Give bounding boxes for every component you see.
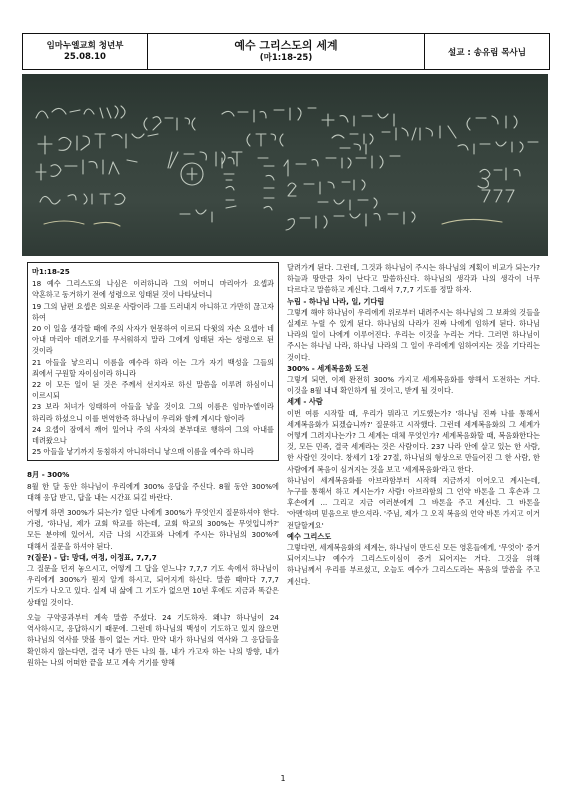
paragraph: 그렇게 해야 하나님이 우리에게 위로부터 내려주시는 하나님의 그 보좌의 것들을 실제로 누릴 수 있게 된다. 하나님의 나라가 진짜 나에게 임하게 된다. 하나님 나라의 일이 나에게 이루어진다. 우리는 이것을 누리는 거다. 그러면 하나님이 주시는 하나님 나라, 하나님 나라의 그 일이 우리에게 임하여지는 것을 기다리는 것이다. — [287, 307, 540, 362]
header-title-cell — [148, 34, 425, 69]
page-number: 1 — [280, 774, 286, 783]
church-name: 임마누엘교회 청년부 — [46, 40, 124, 51]
paragraph: 이번 여름 시작할 때, 우리가 뭐라고 기도했는가? '하나님 진짜 나를 통해서 세계복음화가 되겠습니까?' 질문하고 시작했다. 그런데 세계복음화의 그 세계가 어떻게 그려지나는가? 그 세계는 대체 무엇인가? 세계복음화할 때, 복음화한다는 것, 모든 민족, 결국 세계라는 것은 사람이다. 237 나라 안에 살고 있는 한 사람, 한 사람인 것이다. 창세기 1장 27절, 하나님의 형상으로 만들어진 그 한 사람, 한 사람에게 복음이 심겨지는 것을 보고 '세계복음화'라고 한다. — [287, 408, 540, 474]
left-column — [27, 262, 279, 668]
scripture-verse-19: 19 그의 남편 요셉은 의로운 사람이라 그를 드러내지 아니하고 가만히 끊고자 하여 — [32, 301, 274, 322]
chalkboard-photo — [22, 74, 548, 256]
right-column — [287, 262, 540, 587]
scripture-verse-18: 18 예수 그리스도의 나심은 이러하니라 그의 어머니 마리아가 요셉과 약혼하고 동거하기 전에 성령으로 잉태된 것이 나타났더니 — [32, 279, 274, 300]
section-heading: 8月 - 300% — [27, 470, 70, 480]
paragraph: 오늘 구약공과부터 계속 말씀 주셨다. 24 기도하자. 왜냐? 하나님이 24 역사하시고, 응답하시기 때문에. 그런데 하나님의 백성이 기도하고 있지 않으면 하나님의 역사를 맛볼 틈이 없는 거다. 만약 내가 하나님의 역사와 그 응답들을 확인하지 않는다면, 결국 내가 만든 나의 틀, 내가 가고자 하는 나의 방향, 내가 원하는 나의 어떠한 끝을 보고 계속 거기를 향해 — [27, 612, 279, 667]
section-heading: ?(질문) - 답: 망대, 여정, 이정표, 7,7,7 — [27, 552, 157, 562]
paragraph: 하나님이 세계복음화를 아브라함부터 시작해 지금까지 이어오고 계시는데, 누구를 통해서 하고 계시는가? 사람! 아브라함의 그 언약 바톤을 그 후손과 그 후손에게 ... 그리고 지금 여러분에게 그 바톤을 주고 계신다. 그 바톤을 '아멘'하며 믿음으로 받으셔라. '주님, 제가 그 오직 복음의 언약 바톤 가지고 이거 전달할게요' — [287, 475, 540, 530]
paragraph: 그렇게 되면, 이제 완전히 300% 가지고 세계복음화를 향해서 도전하는 거다. 이것을 8월 내내 확인하게 될 것이고, 받게 될 것이다. — [287, 375, 540, 396]
section-heading: 누림 - 하나님 나라, 일, 기다림 — [287, 296, 385, 306]
scripture-verse-22: 22 이 모든 일이 된 것은 주께서 선지자로 하신 말씀을 이루려 하심이니 이르시되 — [32, 380, 274, 401]
paragraph: 8월 한 달 동안 하나님이 우리에게 300% 응답을 주신다. 8월 동안 300%에 대해 응답 받고, 답을 내는 시간표 되길 바란다. — [27, 481, 279, 502]
paragraph: 그 질문을 던져 놓으시고, 어떻게 그 답을 얻느냐? 7,7,7 기도 속에서 하나님이 우리에게 300%가 뭔지 알게 하시고, 되어지게 하신다. 말씀 때마다 7,7,7 기도가 나오고 있다. 실제 내 삶에 그 기도가 없으면 10년 후에도 지금과 똑같은 상태일 것이다. — [27, 564, 279, 607]
scripture-verse-21: 21 아들을 낳으리니 이름을 예수라 하라 이는 그가 자기 백성을 그들의 죄에서 구원할 자이심이라 하니라 — [32, 357, 274, 378]
scripture-verse-20: 20 이 일을 생각할 때에 주의 사자가 현몽하여 이르되 다윗의 자손 요셉아 네 아내 마리아 데려오기를 무서워하지 말라 그에게 잉태된 자는 성령으로 된 것이라 — [32, 324, 274, 356]
paragraph: 어떻게 하면 300%가 되는가? 일단 나에게 300%가 무엇인지 질문하셔야 한다. 가령, '하나님, 제가 교회 학교를 하는데, 교회 학교의 300%는 무엇입니까?' 모든 분야에 있어서, 지금 나의 시간표와 나에게 주시는 하나님의 300%에 대해서 질문을 하셔야 된다. — [27, 508, 279, 551]
sermon-passage: (마1:18-25) — [259, 53, 313, 63]
header-preacher-cell — [425, 34, 549, 69]
scripture-verse-25: 25 아들을 낳기까지 동침하지 아니하더니 낳으매 이름을 예수라 하니라 — [32, 447, 254, 457]
paragraph: 달려가게 된다. 그런데, 그것과 하나님이 주시는 하나님의 계획이 비교가 되는가? 하늘과 땅만큼 차이 난다고 말씀하신다. 하나님의 생각과 나의 생각이 너무 다르다고 말씀하고 계신다. 그래서 7,7,7 기도를 정말 하자. — [287, 263, 540, 295]
header-table — [22, 33, 550, 70]
scripture-verse-23: 23 보라 처녀가 잉태하여 아들을 낳을 것이요 그의 이름은 임마누엘이라 하리라 하셨으니 이를 번역한즉 하나님이 우리와 함께 계시다 함이라 — [32, 402, 274, 423]
sermon-date: 25.08.10 — [64, 51, 106, 62]
scripture-reference: 마1:18-25 — [32, 267, 70, 276]
paragraph: 그렇다면, 세계복음화의 세계는, 하나님이 만드신 모든 영혼들에게, '무엇이' 증거 되어지느냐? 예수가 그리스도이심이 증거 되어지는 거다. 그것을 위해 하나님께서 우리를 부르셨고, 오늘도 예수가 그리스도라는 복음의 말씀을 주고 계신다. — [287, 543, 540, 586]
preacher-name: 설교 : 송유림 목사님 — [448, 47, 526, 58]
scripture-box — [27, 262, 279, 461]
section-heading: 예수 그리스도 — [287, 531, 332, 541]
section-heading: 세계 - 사람 — [287, 397, 323, 407]
header-church-cell — [23, 34, 148, 69]
scripture-verse-24: 24 요셉이 잠에서 깨어 일어나 주의 사자의 분부대로 행하여 그의 아내를 데려왔으나 — [32, 424, 274, 446]
section-heading: 300% - 세계복음화 도전 — [287, 363, 369, 373]
sermon-title: 예수 그리스도의 세계 — [234, 39, 338, 52]
